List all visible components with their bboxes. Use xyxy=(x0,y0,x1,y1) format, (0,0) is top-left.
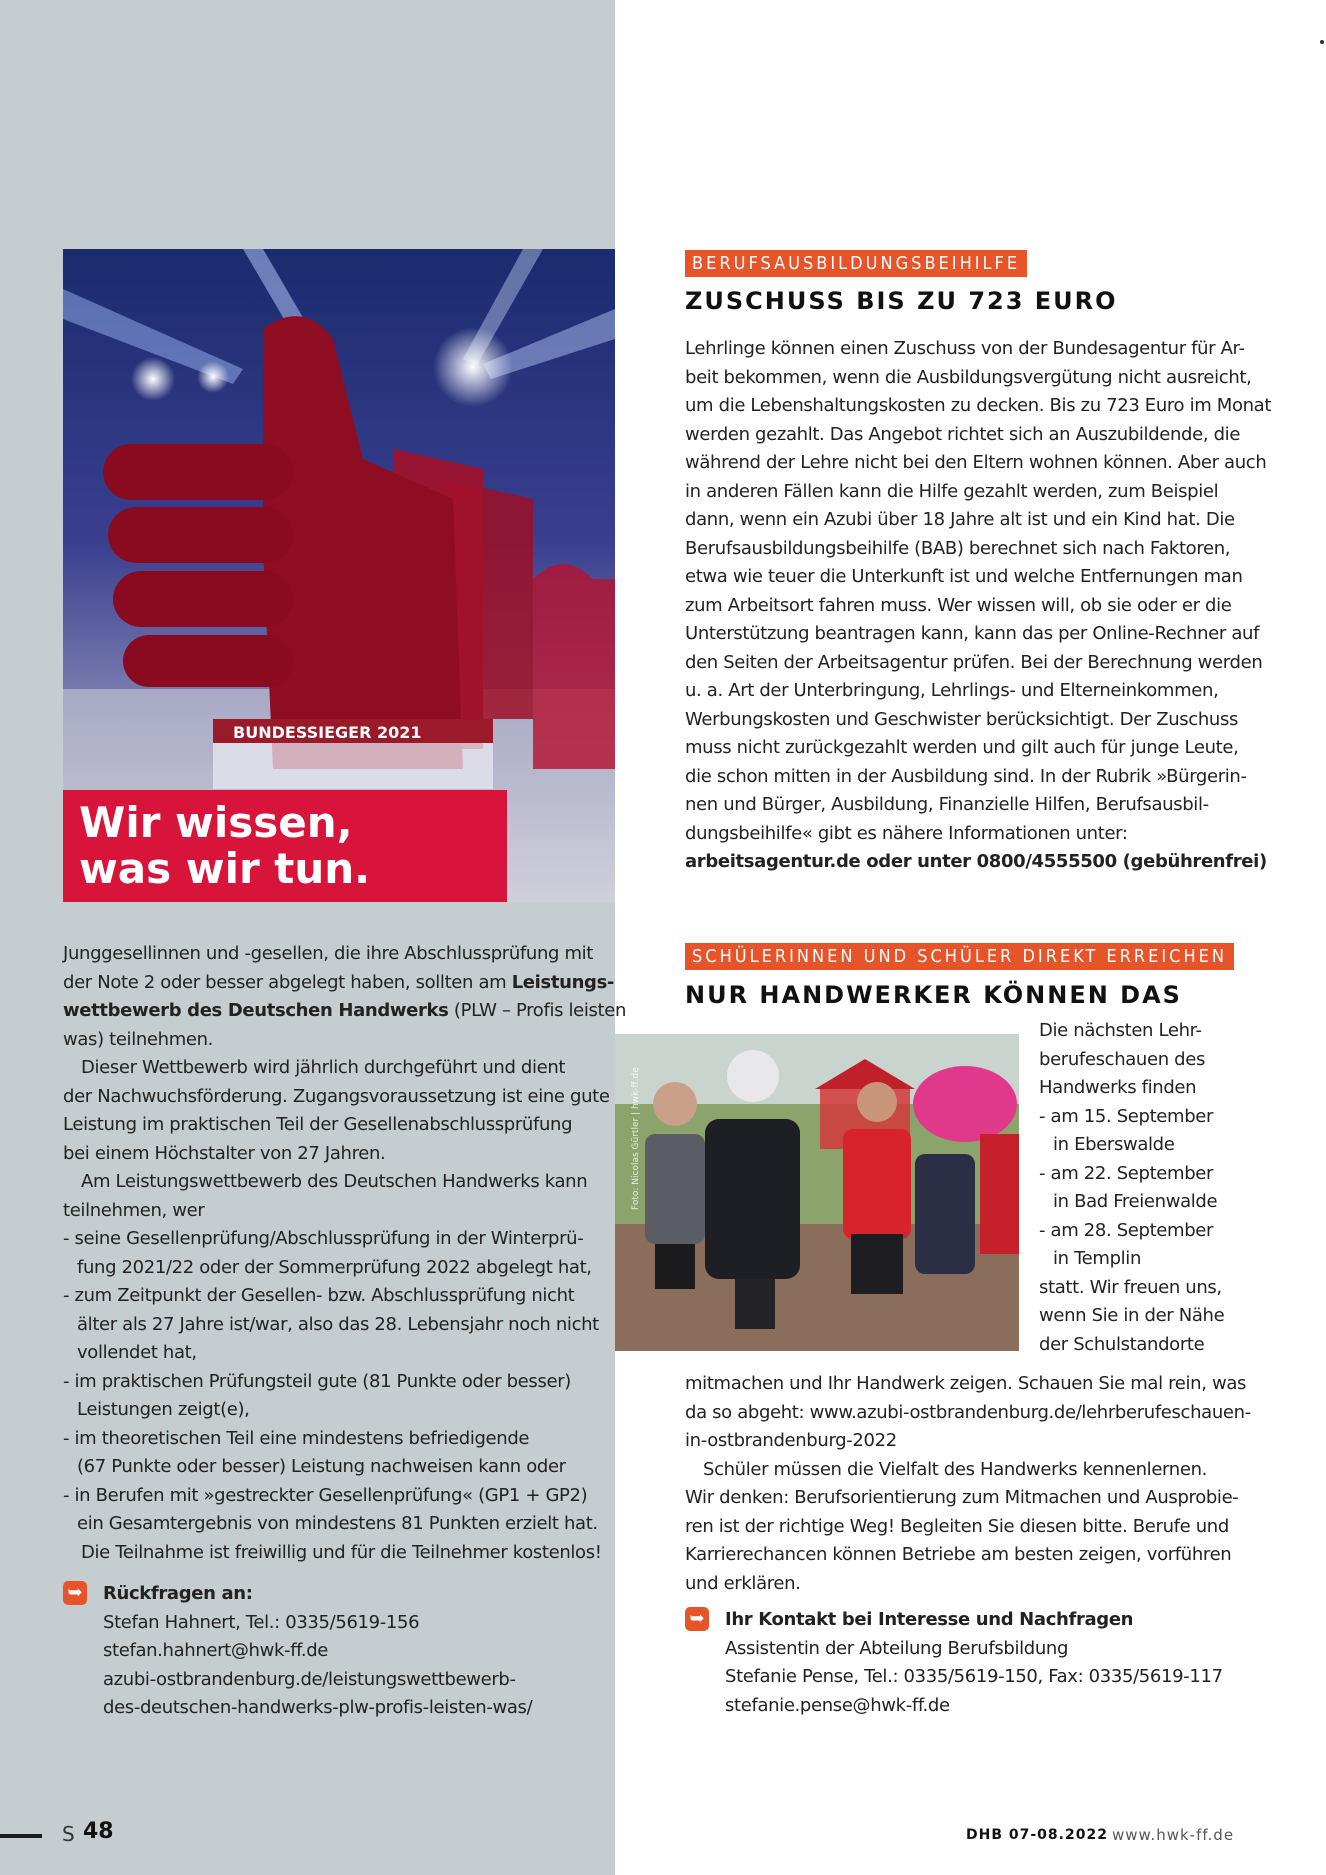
schools-line: Schüler müssen die Vielfalt des Handwerks kennenlernen. xyxy=(703,1458,1207,1480)
bab-line: Werbungskosten und Geschwister berücksichtigt. Der Zuschuss xyxy=(685,708,1239,730)
schools-contact-dept: Assistentin der Abteilung Berufsbildung xyxy=(725,1637,1069,1659)
bab-line: den Seiten der Arbeitsagentur prüfen. Bei der Berechnung werden xyxy=(685,651,1263,673)
bab-line: in anderen Fällen kann die Hilfe gezahlt werden, zum Beispiel xyxy=(685,480,1219,502)
plw-line: teilnehmen, wer xyxy=(63,1199,205,1221)
plw-line: Leistung im praktischen Teil der Gesellenabschlussprüfung xyxy=(63,1114,573,1135)
plw-contact xyxy=(103,1580,603,1723)
plw-list-item: - im theoretischen Teil eine mindestens befriedigende xyxy=(63,1427,530,1449)
page-prefix: S xyxy=(62,1822,75,1846)
plw-line: Am Leistungswettbewerb des Deutschen Handwerks kann xyxy=(81,1171,588,1192)
plw-list-item: vollendet hat, xyxy=(77,1342,197,1363)
schools-side-line: - am 22. September xyxy=(1039,1162,1214,1184)
schools-contact-head: Ihr Kontakt bei Interesse und Nachfragen xyxy=(725,1609,1134,1630)
plw-list-item: - zum Zeitpunkt der Gesellen- bzw. Abschlussprüfung nicht xyxy=(63,1285,575,1306)
bab-line: Berufsausbildungsbeihilfe (BAB) berechnet sich nach Faktoren, xyxy=(685,537,1231,559)
bab-line: die schon mitten in der Ausbildung sind. In der Rubrik »Bürgerin- xyxy=(685,765,1247,787)
schools-link[interactable]: in-ostbrandenburg-2022 xyxy=(685,1430,897,1451)
schools-link[interactable]: da so abgeht: www.azubi-ostbrandenburg.de/lehrberufeschauen- xyxy=(685,1401,1251,1423)
page-number: 48 xyxy=(83,1819,114,1844)
schools-line: Wir denken: Berufsorientierung zum Mitmachen und Ausprobie- xyxy=(685,1487,1239,1508)
people-photo-illustration xyxy=(615,1034,1019,1351)
plw-contact-link[interactable]: des-deutschen-handwerks-plw-profis-leisten-was/ xyxy=(103,1697,533,1718)
bab-line: muss nicht zurückgezahlt werden und gilt auch für junge Leute, xyxy=(685,737,1239,758)
plw-list-item: älter als 27 Jahre ist/war, also das 28. Lebensjahr noch nicht xyxy=(77,1313,599,1335)
plw-list-item: - in Berufen mit »gestreckter Gesellenprüfung« (GP1 + GP2) xyxy=(63,1484,588,1506)
plw-line: Dieser Wettbewerb wird jährlich durchgeführt und dient xyxy=(81,1057,566,1078)
schools-line: Karrierechancen können Betriebe am besten zeigen, vorführen xyxy=(685,1544,1232,1565)
bab-line: Lehrlinge können einen Zuschuss von der Bundesagentur für Ar- xyxy=(685,338,1245,359)
slogan-banner xyxy=(63,790,507,902)
plw-bold: wettbewerb des Deutschen Handwerks xyxy=(63,1000,449,1021)
schools-line: und erklären. xyxy=(685,1572,801,1594)
schools-contact-email[interactable]: stefanie.pense@hwk-ff.de xyxy=(725,1694,950,1716)
bab-line: etwa wie teuer die Unterkunft ist und welche Entfernungen man xyxy=(685,566,1243,587)
schools-side-line: in Eberswalde xyxy=(1053,1134,1175,1155)
schools-side-line: wenn Sie in der Nähe xyxy=(1039,1305,1225,1326)
plw-line: was) teilnehmen. xyxy=(63,1028,214,1050)
bab-line: während der Lehre nicht bei den Eltern wohnen können. Aber auch xyxy=(685,452,1267,473)
footer-website[interactable]: www.hwk-ff.de xyxy=(1112,1826,1235,1844)
bab-line: zum Arbeitsort fahren muss. Wer wissen will, ob sie oder er die xyxy=(685,594,1232,616)
footer-bar xyxy=(0,1834,42,1838)
schools-kicker: SCHÜLERINNEN UND SCHÜLER DIREKT ERREICHEN xyxy=(685,943,1234,970)
schools-line: mitmachen und Ihr Handwerk zeigen. Schauen Sie mal rein, was xyxy=(685,1373,1247,1394)
bab-line: beit bekommen, wenn die Ausbildungsvergütung nicht ausreicht, xyxy=(685,366,1252,388)
bab-kicker: BERUFSAUSBILDUNGSBEIHILFE xyxy=(685,250,1027,277)
plw-line: Junggesellinnen und -gesellen, die ihre Abschlussprüfung mit xyxy=(63,943,594,964)
schools-side-line: Handwerks finden xyxy=(1039,1077,1197,1098)
plw-contact-link[interactable]: azubi-ostbrandenburg.de/leistungswettbewerb- xyxy=(103,1668,516,1690)
schools-headline: NUR HANDWERKER KÖNNEN DAS xyxy=(685,981,1182,1009)
schools-side-line: - am 28. September xyxy=(1039,1219,1214,1241)
bab-line: dungsbeihilfe« gibt es nähere Informationen unter: xyxy=(685,822,1128,844)
schools-side-line: in Templin xyxy=(1053,1248,1142,1269)
schools-side-line: der Schulstandorte xyxy=(1039,1333,1205,1355)
page-mark xyxy=(1320,40,1324,44)
schools-contact xyxy=(725,1606,1245,1720)
slogan-line-1: Wir wissen, xyxy=(79,798,353,847)
plw-bold: Leistungs- xyxy=(511,971,615,993)
schools-contact-name: Stefanie Pense, Tel.: 0335/5619-150, Fax: 0335/5619-117 xyxy=(725,1666,1223,1687)
plw-list-item: - seine Gesellenprüfung/Abschlussprüfung in der Winterprü- xyxy=(63,1228,584,1249)
plw-list-item: fung 2021/22 oder der Sommerprüfung 2022 abgelegt hat, xyxy=(77,1256,592,1278)
schools-side-line: Die nächsten Lehr- xyxy=(1039,1020,1202,1041)
schools-line: ren ist der richtige Weg! Begleiten Sie diesen bitte. Berufe und xyxy=(685,1515,1229,1537)
schools-side-line: in Bad Freienwalde xyxy=(1053,1191,1218,1212)
arrow-right-icon: ➥ xyxy=(63,1581,87,1605)
bab-body xyxy=(685,335,1272,877)
bab-line: dann, wenn ein Azubi über 18 Jahre alt ist und ein Kind hat. Die xyxy=(685,509,1235,530)
plw-line: bei einem Höchstalter von 27 Jahren. xyxy=(63,1142,386,1164)
trophy-text: BUNDESSIEGER 2021 xyxy=(233,723,422,742)
slogan-line-2: was wir tun. xyxy=(79,844,371,893)
schools-side-text xyxy=(1039,1017,1239,1359)
bab-headline: ZUSCHUSS BIS ZU 723 EURO xyxy=(685,287,1118,315)
plw-line: der Nachwuchsförderung. Zugangsvoraussetzung ist eine gute xyxy=(63,1085,610,1107)
plw-list-item: Leistungen zeigt(e), xyxy=(77,1399,250,1420)
schools-side-line: berufeschauen des xyxy=(1039,1048,1205,1070)
bab-line: werden gezahlt. Das Angebot richtet sich an Auszubildende, die xyxy=(685,423,1241,445)
plw-list-item: (67 Punkte oder besser) Leistung nachweisen kann oder xyxy=(77,1456,566,1477)
plw-list-item: - im praktischen Prüfungsteil gute (81 Punkte oder besser) xyxy=(63,1370,571,1392)
bab-contact-link[interactable]: arbeitsagentur.de oder unter 0800/4555500 (gebührenfrei) xyxy=(685,851,1267,872)
plw-list-item: ein Gesamtergebnis von mindestens 81 Punkten erzielt hat. xyxy=(77,1513,598,1534)
plw-contact-head: Rückfragen an: xyxy=(103,1583,253,1604)
schools-photo xyxy=(615,1034,1019,1351)
plw-contact-email[interactable]: stefan.hahnert@hwk-ff.de xyxy=(103,1640,329,1661)
schools-body xyxy=(685,1370,1251,1598)
plw-contact-name: Stefan Hahnert, Tel.: 0335/5619-156 xyxy=(103,1611,420,1633)
photo-credit: Foto: Nicolas Gürtler | hwk-ff.de xyxy=(631,1067,641,1210)
bab-line: nen und Bürger, Ausbildung, Finanzielle Hilfen, Berufsausbil- xyxy=(685,794,1209,815)
arrow-right-icon: ➥ xyxy=(685,1607,709,1631)
plw-closing: Die Teilnahme ist freiwillig und für die Teilnehmer kostenlos! xyxy=(81,1541,602,1563)
schools-side-line: - am 15. September xyxy=(1039,1105,1214,1127)
plw-body xyxy=(63,940,627,1567)
schools-side-line: statt. Wir freuen uns, xyxy=(1039,1276,1222,1298)
plw-text: (PLW – Profis leisten xyxy=(448,1000,627,1021)
plw-text: der Note 2 oder besser abgelegt haben, sollten am xyxy=(63,971,512,993)
bab-line: Unterstützung beantragen kann, kann das per Online-Rechner auf xyxy=(685,623,1260,644)
bab-line: u. a. Art der Unterbringung, Lehrlings- und Elterneinkommen, xyxy=(685,680,1219,701)
magazine-issue: DHB 07-08.2022 xyxy=(966,1827,1108,1843)
bab-line: um die Lebenshaltungskosten zu decken. Bis zu 723 Euro im Monat xyxy=(685,395,1272,416)
